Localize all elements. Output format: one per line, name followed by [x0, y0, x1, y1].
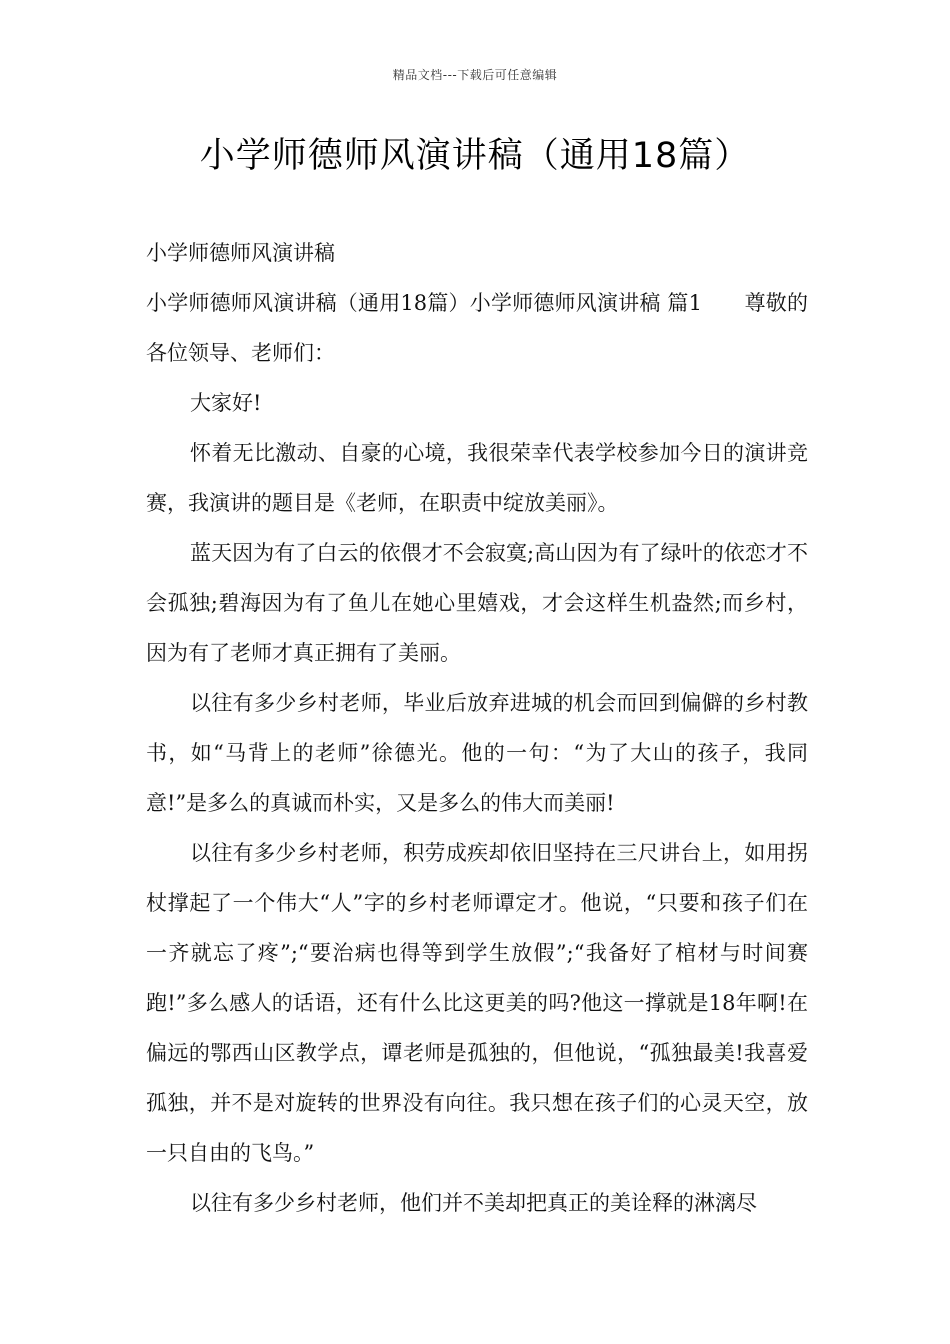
- paragraph-continued: 以往有多少乡村老师，他们并不美却把真正的美诠释的淋漓尽: [190, 1191, 757, 1215]
- header-note: 精品文档---下载后可任意编辑: [392, 68, 558, 82]
- document-title: 小学师德师风演讲稿（通用18篇）: [199, 136, 751, 176]
- paragraph-subtitle: 小学师德师风演讲稿: [146, 241, 335, 265]
- paragraph-example-tan: 以往有多少乡村老师，积劳成疾却依旧坚持在三尺讲台上，如用拐杖撑起了一个伟大“人”字的乡村老师谭定才。他说，“只要和孩子们在一齐就忘了疼”;“要治病也得等到学生放假”;“我备好了棺材与时间赛跑!”多么感人的话语，还有什么比这更美的吗?他这一撑就是18年啊!在偏远的鄂西山区教学点，谭老师是孤独的，但他说，“孤独最美!我喜爱孤独，并不是对旋转的世界没有向往。我只想在孩子们的心灵天空，放一只自由的飞鸟。”: [146, 841, 808, 1165]
- paragraph-intro: 小学师德师风演讲稿（通用18篇）小学师德师风演讲稿 篇1 尊敬的各位领导、老师们：: [146, 291, 808, 365]
- paragraph-opening: 怀着无比激动、自豪的心境，我很荣幸代表学校参加今日的演讲竞赛，我演讲的题目是《老师，在职责中绽放美丽》。: [146, 441, 808, 515]
- paragraph-greeting: 大家好!: [190, 391, 262, 415]
- document-body: [146, 228, 808, 1228]
- paragraph-example-xu: 以往有多少乡村老师，毕业后放弃进城的机会而回到偏僻的乡村教书，如“马背上的老师”徐德光。他的一句：“为了大山的孩子，我同意!”是多么的真诚而朴实，又是多么的伟大而美丽!: [146, 691, 808, 815]
- paragraph-metaphor: 蓝天因为有了白云的依偎才不会寂寞;高山因为有了绿叶的依恋才不会孤独;碧海因为有了鱼儿在她心里嬉戏，才会这样生机盎然;而乡村，因为有了老师才真正拥有了美丽。: [146, 541, 808, 665]
